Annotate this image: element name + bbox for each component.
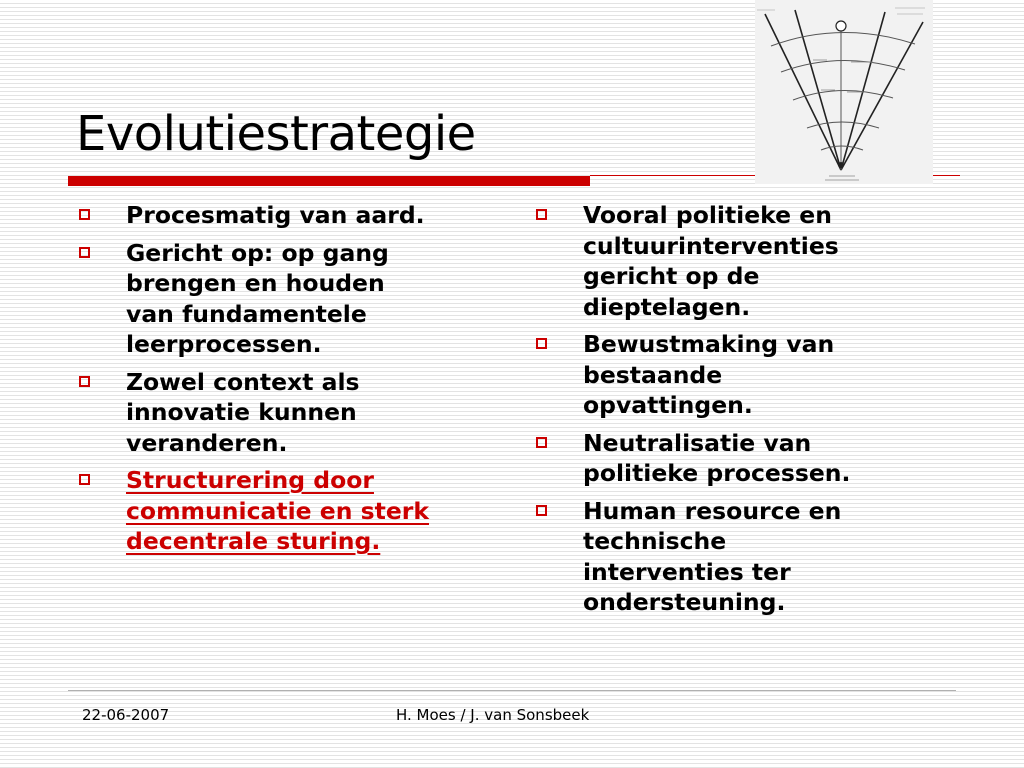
strategy-diagram-image — [755, 0, 933, 184]
square-bullet-icon — [536, 505, 547, 516]
slide-title: Evolutiestrategie — [76, 106, 476, 162]
square-bullet-icon — [536, 437, 547, 448]
list-item — [533, 428, 953, 489]
list-item — [76, 238, 506, 360]
list-item-text: Bewustmaking van bestaande opvattingen. — [583, 330, 835, 419]
list-item — [533, 200, 953, 322]
right-bullet-list — [533, 200, 953, 625]
list-item — [533, 329, 953, 421]
footer-date: 22-06-2007 — [82, 706, 170, 724]
list-item-text: Procesmatig van aard. — [126, 201, 425, 229]
list-item-text: Human resource en technische interventies ter ondersteuning. — [583, 496, 842, 616]
list-item — [76, 367, 506, 459]
square-bullet-icon — [79, 209, 90, 220]
square-bullet-icon — [536, 209, 547, 220]
footer-divider — [68, 690, 956, 691]
highlighted-item-text[interactable]: Structurering door communicatie en sterk decentrale sturing. — [126, 466, 429, 555]
square-bullet-icon — [79, 376, 90, 387]
square-bullet-icon — [536, 338, 547, 349]
square-bullet-icon — [79, 474, 90, 485]
list-item-text: Zowel context als innovatie kunnen veranderen. — [126, 367, 360, 457]
footer-authors: H. Moes / J. van Sonsbeek — [396, 706, 590, 724]
list-item-text: Vooral politieke en cultuurinterventies gericht op de dieptelagen. — [583, 201, 839, 321]
list-item — [76, 465, 506, 557]
list-item — [76, 200, 506, 231]
title-underline-bar — [68, 176, 590, 186]
left-bullet-list — [76, 200, 506, 564]
list-item — [533, 496, 953, 618]
square-bullet-icon — [79, 247, 90, 258]
list-item-text: Neutralisatie van politieke processen. — [583, 428, 851, 487]
list-item-text: Gericht op: op gang brengen en houden van fundamentele leerprocessen. — [126, 238, 389, 358]
